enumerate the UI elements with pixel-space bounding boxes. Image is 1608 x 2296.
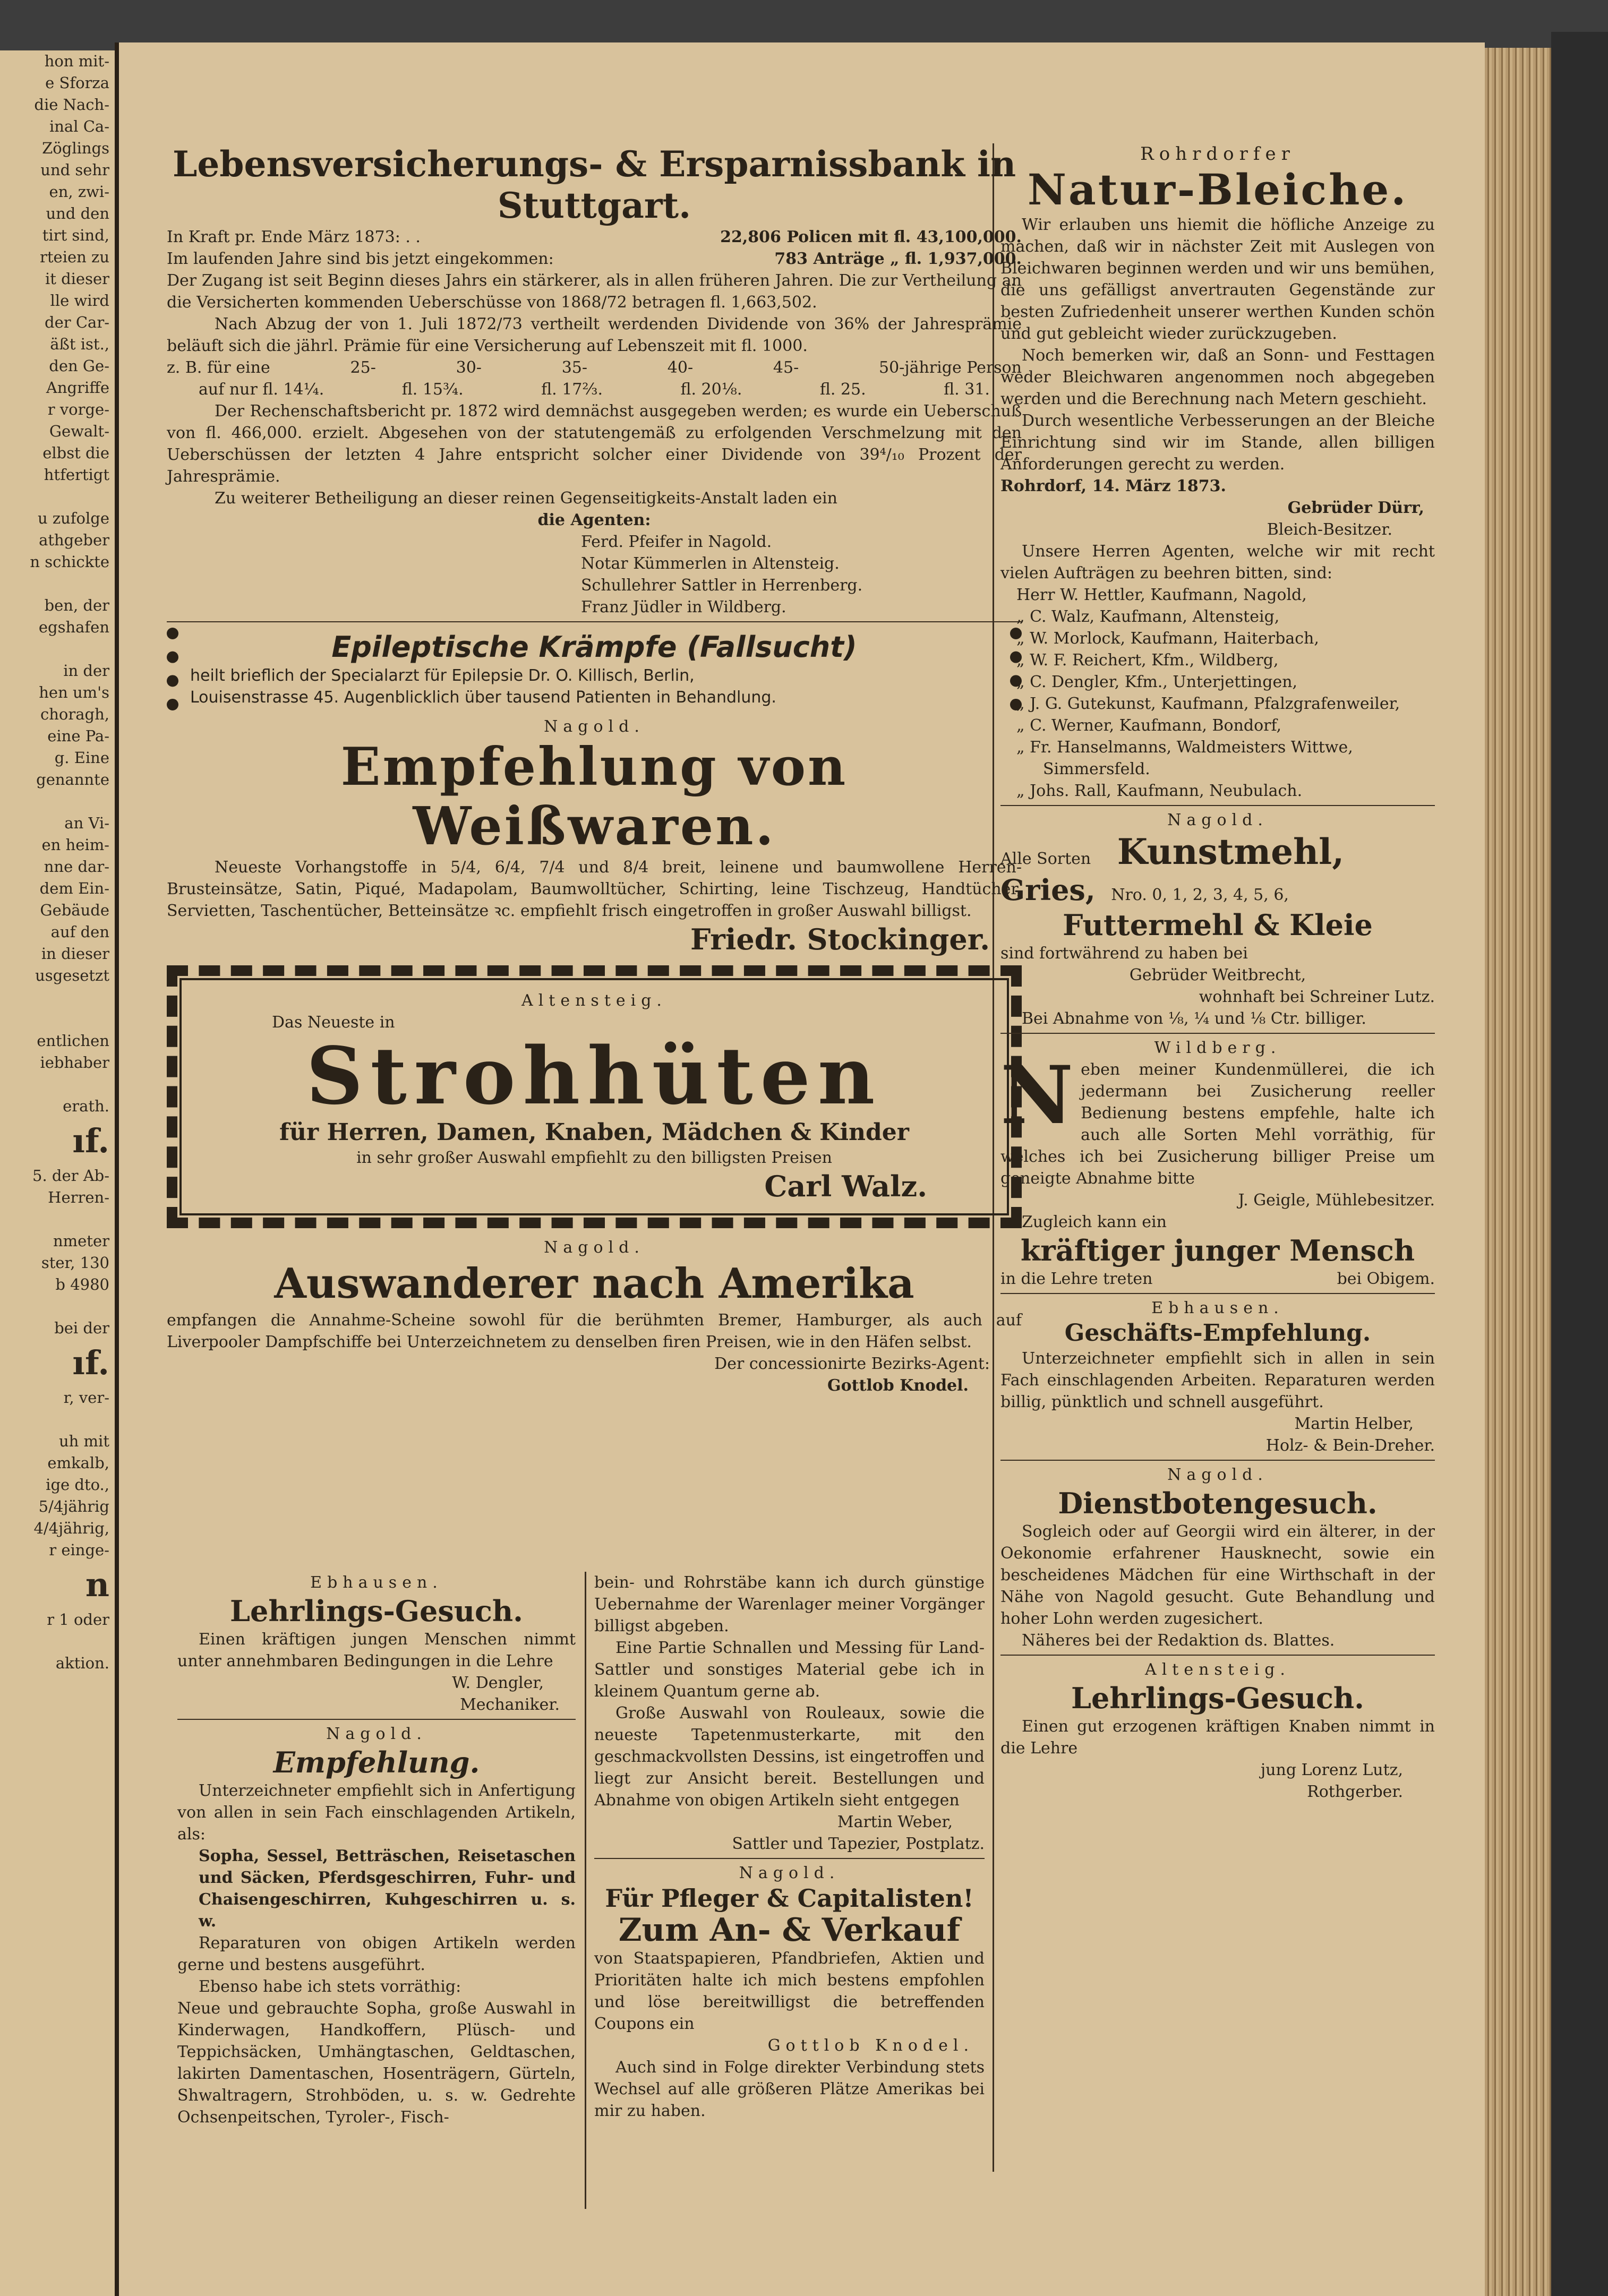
left-page-text-fragment: den Ge- bbox=[49, 357, 109, 375]
place-line: Ebhausen. bbox=[1151, 1299, 1284, 1317]
paragraph: Sopha, Sessel, Betträschen, Reisetaschen und Säcken, Pferdsgeschirren, Fuhr- und Chaisengeschirren, Kuhgeschirren u. s. w. bbox=[199, 1847, 576, 1931]
signature-title: Bleich-Besitzer. bbox=[1267, 520, 1392, 539]
ad-auswanderer bbox=[167, 1237, 1022, 1397]
paragraph-text: eben meiner Kundenmüllerei, die ich jedermann bei Zusicherung reeller Bedienung bestens empfehle, halte ich auch alle Sorten Mehl vorräthig, für welches ich bei Zusicherung billiger Preise um geneigte Abnahme bitte bbox=[1000, 1060, 1435, 1188]
signature-title: Mechaniker. bbox=[460, 1695, 560, 1714]
sub-column-right bbox=[594, 1572, 985, 2122]
ad-title: Natur-Bleiche. bbox=[1027, 165, 1408, 215]
left-page-text-fragment: dem Ein- bbox=[39, 879, 109, 897]
amount-cell: auf nur fl. 14¼. bbox=[199, 380, 324, 399]
agents-heading: die Agenten: bbox=[537, 511, 651, 529]
amount-cell: fl. 25. bbox=[819, 380, 866, 399]
paragraph: empfangen die Annahme-Scheine sowohl für die berühmten Bremer, Hamburger, als auch auf Liverpooler Dampfschiffe bei Unterzeichnetem zu denselben firen Preisen, wie in den Häfen selbst. bbox=[167, 1311, 1022, 1351]
text-line: Im laufenden Jahre sind bis jetzt eingekommen: bbox=[167, 250, 554, 268]
ad-title-2: Zum An- & Verkauf bbox=[618, 1912, 961, 1949]
left-page-text-fragment: Angriffe bbox=[46, 379, 109, 397]
left-page-text-fragment: b 4980 bbox=[55, 1275, 109, 1293]
left-page-text-fragment: und sehr bbox=[40, 161, 109, 179]
list-item: „ C. Dengler, Kfm., Unterjettingen, bbox=[1016, 673, 1298, 691]
left-page-text-fragment: ıf. bbox=[72, 1121, 109, 1160]
date-line: Rohrdorf, 14. März 1873. bbox=[1000, 477, 1226, 495]
left-page-text-fragment bbox=[0, 486, 115, 508]
left-page-text-fragment: rteien zu bbox=[40, 248, 109, 266]
paragraph: Nach Abzug der von 1. Juli 1872/73 vertheilt werdenden Dividende von 36% der Jahresprämie beläuft sich die jährl. Prämie für eine Versicherung auf Lebenszeit mit fl. 1000. bbox=[167, 315, 1022, 355]
left-page-text-fragment: die Nach- bbox=[34, 96, 109, 114]
ad-wildberg bbox=[1000, 1037, 1435, 1290]
left-page-text-fragment: athgeber bbox=[39, 531, 109, 549]
ad-title: Lebensversicherungs- & Ersparnissbank in Stuttgart. bbox=[172, 143, 1016, 226]
ad-subtitle: für Herren, Damen, Knaben, Mädchen & Kinder bbox=[279, 1119, 909, 1146]
left-page-fragment bbox=[0, 50, 118, 2296]
newspaper-page bbox=[119, 42, 1485, 2296]
agent-line: Der concessionirte Bezirks-Agent: bbox=[714, 1355, 990, 1373]
left-page-text-fragment: nmeter bbox=[53, 1232, 109, 1250]
paragraph: Reparaturen von obigen Artikeln werden gerne und bestens ausgeführt. bbox=[177, 1934, 576, 1974]
list-item: „ J. G. Gutekunst, Kaufmann, Pfalzgrafenweiler, bbox=[1016, 695, 1400, 713]
agent-line: Schullehrer Sattler in Herrenberg. bbox=[581, 576, 863, 595]
ad-dienstboten bbox=[1000, 1464, 1435, 1651]
left-page-text-fragment: 4/4jährig, bbox=[33, 1519, 109, 1537]
ad-title: kräftiger junger Mensch bbox=[1020, 1233, 1415, 1267]
text-line: bei Obigem. bbox=[1337, 1270, 1435, 1288]
text-line: Louisenstrasse 45. Augenblicklich über tausend Patienten in Behandlung. bbox=[190, 688, 776, 707]
main-column bbox=[167, 143, 1022, 1397]
signature: Martin Weber, bbox=[837, 1813, 953, 1831]
ad-weisswaren bbox=[167, 716, 1022, 957]
amount-row bbox=[167, 379, 1022, 400]
paragraph bbox=[1000, 1049, 1435, 1189]
left-page-text-fragment: entlichen bbox=[37, 1032, 109, 1050]
agent-list bbox=[1000, 584, 1435, 802]
signature-title: Sattler und Tapezier, Postplatz. bbox=[732, 1835, 985, 1853]
left-page-text-fragment: 5. der Ab- bbox=[32, 1167, 109, 1185]
signature-title: Holz- & Bein-Dreher. bbox=[1265, 1436, 1435, 1455]
text-line: Zugleich kann ein bbox=[1022, 1213, 1167, 1231]
signature: Gottlob Knodel. bbox=[827, 1376, 969, 1395]
left-page-text-fragment bbox=[0, 1631, 115, 1652]
text-line: in die Lehre treten bbox=[1000, 1270, 1153, 1288]
ad-title: Epileptische Krämpfe (Fallsucht) bbox=[331, 630, 857, 664]
ad-pfleger bbox=[594, 1862, 985, 2122]
left-page-text-fragment: n schickte bbox=[30, 553, 109, 571]
signature: jung Lorenz Lutz, bbox=[1260, 1761, 1403, 1779]
list-item: „ C. Walz, Kaufmann, Altensteig, bbox=[1016, 607, 1280, 626]
left-page-text-fragment: auf den bbox=[50, 923, 109, 941]
list-item: „ C. Werner, Kaufmann, Bondorf, bbox=[1016, 716, 1282, 735]
left-page-text-fragment bbox=[0, 1409, 115, 1430]
paragraph: Ebenso habe ich stets vorräthig: bbox=[199, 1977, 461, 1996]
paragraph: Näheres bei der Redaktion ds. Blattes. bbox=[1022, 1631, 1335, 1650]
left-page-text-fragment: Gebäude bbox=[40, 901, 109, 919]
paragraph: Neue und gebrauchte Sopha, große Auswahl in Kinderwagen, Handkoffern, Plüsch- und Teppichsäcken, Umhängtaschen, Geldtaschen, lakirten Damentaschen, Hosenträgern, Gürteln, Shwaltragern, Strohböden, u. s. w. Gedrehte Ochsenpeitschen, Tyroler-, Fisch- bbox=[177, 1999, 576, 2127]
agent-line: Notar Kümmerlen in Altensteig. bbox=[581, 554, 840, 573]
left-page-text-fragment: en heim- bbox=[41, 836, 109, 854]
left-page-text-fragment: r, ver- bbox=[63, 1389, 109, 1407]
age-cell: 45- bbox=[773, 358, 799, 377]
amount-cell: fl. 17⅔. bbox=[541, 380, 603, 399]
age-cell: 25- bbox=[350, 358, 376, 377]
left-page-text-fragment: äßt ist., bbox=[50, 335, 109, 353]
left-page-text-fragment: an Vi- bbox=[64, 814, 109, 832]
signature-title: wohnhaft bei Schreiner Lutz. bbox=[1199, 988, 1435, 1006]
ad-title-2: Futtermehl & Kleie bbox=[1063, 908, 1373, 942]
paragraph: Auch sind in Folge direkter Verbindung stets Wechsel auf alle größeren Plätze Amerikas bei mir zu haben. bbox=[594, 2058, 985, 2120]
left-page-text-fragment: e Sforza bbox=[45, 74, 109, 92]
text-line: sind fortwährend zu haben bei bbox=[1000, 944, 1248, 963]
left-page-text-fragment bbox=[0, 791, 115, 812]
place-line: Nagold. bbox=[1167, 811, 1268, 829]
column-rule-lower bbox=[585, 1572, 586, 2209]
left-page-text-fragment: inal Ca- bbox=[49, 117, 109, 135]
place-line: Rohrdorfer bbox=[1140, 143, 1295, 165]
left-page-text-fragment: emkalb, bbox=[47, 1454, 109, 1472]
left-page-text-fragment: erath. bbox=[63, 1097, 109, 1115]
signature: Friedr. Stockinger. bbox=[690, 922, 990, 956]
book-cover bbox=[1551, 32, 1608, 2296]
paragraph: Eine Partie Schnallen und Messing für Land-Sattler und sonstiges Material gebe ich in kleinem Quantum gerne ab. bbox=[594, 1639, 985, 1701]
list-item: Herr W. Hettler, Kaufmann, Nagold, bbox=[1016, 586, 1307, 604]
left-page-text-fragment: it dieser bbox=[45, 270, 109, 288]
paragraph: Noch bemerken wir, daß an Sonn- und Festtagen weder Bleichwaren angenommen noch abgegeben werden und die Berechnung nach Metern geschieht. bbox=[1000, 346, 1435, 408]
left-page-text-fragment: hon mit- bbox=[44, 52, 109, 70]
ad-title: Lehrlings-Gesuch. bbox=[230, 1594, 523, 1628]
place-line: Nagold. bbox=[544, 717, 645, 736]
left-page-text-fragment bbox=[0, 638, 115, 660]
ad-title: Empfehlung. bbox=[273, 1745, 480, 1779]
left-page-text-fragment: u zufolge bbox=[37, 509, 109, 527]
left-page-text-fragment: g. Eine bbox=[54, 749, 109, 767]
list-item: „ W. Morlock, Kaufmann, Haiterbach, bbox=[1016, 629, 1319, 648]
age-cell: 30- bbox=[456, 358, 482, 377]
place-line: Wildberg. bbox=[1154, 1039, 1281, 1057]
left-page-text-fragment: iebhaber bbox=[40, 1053, 109, 1072]
ad-title: Dienstbotengesuch. bbox=[1058, 1486, 1378, 1520]
left-page-text-fragment: htfertigt bbox=[44, 466, 109, 484]
paragraph: Der Rechenschaftsbericht pr. 1872 wird demnächst ausgegeben werden; es wurde ein Ueberschuß von fl. 466,000. erzielt. Abgesehen von der statutengemäß zu erfolgenden Verschmelzung mit den Ueberschüssen der letzten 4 Jahre entspricht solcher einer Dividende von 39⁴/₁₀ Prozent der Jahresprämie. bbox=[167, 402, 1022, 486]
paragraph: Unterzeichneter empfiehlt sich in allen in sein Fach einschlagenden Arbeiten. Reparaturen werden billig, pünktlich und schnell ausgeführt. bbox=[1000, 1349, 1435, 1411]
left-page-text-fragment: hen um's bbox=[39, 683, 109, 701]
signature: Martin Helber, bbox=[1294, 1415, 1414, 1433]
ad-title: Auswanderer nach Amerika bbox=[274, 1260, 914, 1308]
left-page-text-fragment: r vorge- bbox=[47, 400, 109, 418]
left-page-text-fragment bbox=[0, 1008, 115, 1030]
amount-cell: fl. 31. bbox=[944, 380, 990, 399]
left-page-text-fragment: Zöglings bbox=[42, 139, 109, 157]
signature: Gebrüder Dürr, bbox=[1287, 499, 1424, 517]
list-item: „ W. F. Reichert, Kfm., Wildberg, bbox=[1016, 651, 1279, 670]
list-item: „ Fr. Hanselmanns, Waldmeisters Wittwe, Simmersfeld. bbox=[1016, 738, 1353, 778]
age-cell: z. B. für eine bbox=[167, 358, 270, 377]
paragraph: Sogleich oder auf Georgii wird ein älterer, in der Oekonomie erfahrener Hausknecht, sowie ein bescheidenes Mädchen für eine Wirthschaft in der Nähe von Nagold gesucht. Gute Behandlung und hoher Lohn werden zugesichert. bbox=[1000, 1522, 1435, 1628]
paragraph: bein- und Rohrstäbe kann ich durch günstige Uebernahme der Warenlager meiner Vorgänger billigst abgeben. bbox=[594, 1573, 985, 1635]
left-page-text-fragment bbox=[0, 1209, 115, 1230]
left-page-text-fragment: eine Pa- bbox=[47, 727, 109, 745]
ad-title: Für Pfleger & Capitalisten! bbox=[605, 1884, 974, 1913]
left-page-text-fragment: Gewalt- bbox=[49, 422, 109, 440]
ad-lehrlings-ebhausen bbox=[177, 1572, 576, 1716]
left-page-text-fragment: elbst die bbox=[42, 444, 109, 462]
left-page-text-fragment: uh mit bbox=[58, 1432, 109, 1450]
paragraph: von Staatspapieren, Pfandbriefen, Aktien und Prioritäten halte ich mich bestens empfohlen und löse bereitwilligst die betreffenden Coupons ein bbox=[594, 1949, 985, 2033]
left-page-text-fragment: r 1 oder bbox=[47, 1610, 109, 1629]
paragraph: Zu weiterer Betheiligung an dieser reinen Gegenseitigkeits-Anstalt laden ein bbox=[215, 489, 837, 508]
left-page-text-fragment: und den bbox=[46, 204, 109, 222]
signature: Gebrüder Weitbrecht, bbox=[1129, 966, 1306, 984]
drop-cap: N bbox=[1000, 1049, 1074, 1142]
left-page-text-fragment bbox=[0, 573, 115, 595]
page-edges bbox=[1485, 48, 1551, 2296]
text-line: In Kraft pr. Ende März 1873: . . bbox=[167, 228, 421, 246]
left-page-text-fragment: ben, der bbox=[44, 596, 109, 614]
ad-naturbleiche bbox=[1000, 143, 1435, 802]
signature: W. Dengler, bbox=[452, 1674, 544, 1692]
left-page-text-fragment: bei der bbox=[54, 1319, 109, 1337]
place-line: Nagold. bbox=[326, 1725, 427, 1743]
paragraph: Wir erlauben uns hiemit die höfliche Anzeige zu machen, daß wir in nächster Zeit mit Auslegen von Bleichwaren beginnen werden und wir uns bemühen, die uns gefälligst anvertrauten Gegenstände zur besten Zufriedenheit unserer werthen Kunden schön und gut gebleicht wieder zurückzugeben. bbox=[1000, 216, 1435, 343]
intro-line: Das Neueste in bbox=[272, 1013, 395, 1032]
left-page-text-fragment: Herren- bbox=[48, 1188, 109, 1206]
left-page-text-fragment: ster, 130 bbox=[41, 1254, 109, 1272]
sub-column-left bbox=[177, 1572, 576, 2128]
left-page-text-fragment: en, zwi- bbox=[49, 183, 109, 201]
ad-title: Geschäfts-Empfehlung. bbox=[1064, 1320, 1371, 1347]
left-page-text-fragment: 5/4jährig bbox=[38, 1497, 109, 1515]
text-line: Nro. 0, 1, 2, 3, 4, 5, 6, bbox=[1111, 886, 1289, 904]
left-page-text-fragment: lle wird bbox=[50, 292, 109, 310]
text-line: in sehr großer Auswahl empfiehlt zu den billigsten Preisen bbox=[356, 1149, 832, 1167]
paragraph: Neueste Vorhangstoffe in 5/4, 6/4, 7/4 und 8/4 breit, leinene und baumwollene Herren-Brusteinsätze, Satin, Piqué, Madapolam, Baumwolltücher, Schirting, leine Tischzeug, Handtücher, Servietten, Taschentücher, Betteinsätze ꝛc. empfiehlt frisch eingetroffen in großer Auswahl billigst. bbox=[167, 858, 1022, 920]
signature: J. Geigle, Mühlebesitzer. bbox=[1238, 1191, 1435, 1210]
ad-epilepsie bbox=[167, 628, 1022, 710]
ad-weber-continued bbox=[594, 1572, 985, 1855]
age-cell: 35- bbox=[561, 358, 588, 377]
left-page-text-fragment bbox=[0, 1296, 115, 1317]
paragraph: Große Auswahl von Rouleaux, sowie die neueste Tapetenmusterkarte, mit den geschmackvollsten Dessins, ist eingetroffen und liegt zur Ansicht bereit. Bestellungen und Abnahme von obigen Artikeln sieht entgegen bbox=[594, 1704, 985, 1810]
left-page-text-fragment: ıf. bbox=[72, 1343, 109, 1382]
place-line: Nagold. bbox=[544, 1238, 645, 1257]
place-line: Nagold. bbox=[739, 1864, 840, 1882]
text-line: 22,806 Policen mit fl. 43,100,000. bbox=[720, 228, 1022, 246]
left-page-text-fragment: egshafen bbox=[38, 618, 109, 636]
age-cell: 40- bbox=[667, 358, 694, 377]
paragraph: Einen kräftigen jungen Menschen nimmt unter annehmbaren Bedingungen in die Lehre bbox=[177, 1630, 576, 1670]
place-line: Altensteig. bbox=[521, 991, 667, 1010]
left-page-text-fragment: ige dto., bbox=[46, 1476, 109, 1494]
left-page-text-fragment: n bbox=[85, 1565, 109, 1604]
ad-title-gries: Gries, bbox=[1000, 873, 1096, 907]
paragraph: Bei Abnahme von ⅛, ¼ und ⅛ Ctr. billiger. bbox=[1022, 1009, 1366, 1028]
book-gutter bbox=[115, 42, 119, 2296]
left-page-text-fragment: aktion. bbox=[55, 1654, 109, 1672]
left-page-text-fragment: nne dar- bbox=[44, 858, 109, 876]
text-line: 783 Anträge „ fl. 1,937,000. bbox=[774, 250, 1022, 268]
list-item: „ Johs. Rall, Kaufmann, Neubulach. bbox=[1016, 782, 1303, 800]
ad-lebensversicherung bbox=[167, 143, 1022, 618]
left-page-text-fragment bbox=[0, 987, 115, 1008]
paragraph: Der Zugang ist seit Beginn dieses Jahrs ein stärkerer, als in allen früheren Jahren. Die zur Vertheilung an die Versicherten kommenden Ueberschüsse von 1868/72 betragen fl. 1,663,502. bbox=[167, 271, 1022, 312]
left-page-text-fragment: der Car- bbox=[45, 313, 109, 331]
ad-empfehlung-weber bbox=[177, 1723, 576, 2128]
age-row bbox=[167, 357, 1022, 379]
left-page-text-fragment: in der bbox=[63, 662, 109, 680]
ad-title: Strohhüten bbox=[306, 1030, 883, 1122]
place-line: Nagold. bbox=[1167, 1466, 1268, 1484]
ad-title: Kunstmehl, bbox=[1117, 831, 1345, 872]
amount-cell: fl. 20⅛. bbox=[680, 380, 742, 399]
agent-line: Ferd. Pfeifer in Nagold. bbox=[581, 533, 772, 551]
ad-title: Lehrlings-Gesuch. bbox=[1071, 1681, 1364, 1715]
age-cell: 50-jährige Person bbox=[878, 358, 1022, 377]
place-line: Ebhausen. bbox=[310, 1573, 443, 1592]
left-page-text-fragment: tirt sind, bbox=[42, 226, 109, 244]
right-column bbox=[1000, 143, 1435, 1803]
left-page-text-fragment bbox=[0, 1074, 115, 1095]
place-line: Altensteig. bbox=[1145, 1660, 1290, 1679]
signature: Carl Walz. bbox=[764, 1169, 927, 1203]
text-line: Alle Sorten bbox=[1000, 850, 1091, 868]
ad-strohhueten bbox=[167, 965, 1022, 1228]
ad-lehrlings-altensteig bbox=[1000, 1659, 1435, 1803]
paragraph: Unsere Herren Agenten, welche wir mit recht vielen Aufträgen zu beehren bitten, sind: bbox=[1000, 542, 1435, 582]
signature: Gottlob Knodel. bbox=[767, 2036, 974, 2055]
left-page-text-fragment: usgesetzt bbox=[35, 966, 109, 984]
paragraph: Durch wesentliche Verbesserungen an der Bleiche Einrichtung sind wir im Stande, allen billigen Anforderungen gerecht zu werden. bbox=[1000, 412, 1435, 474]
ad-geschaeft bbox=[1000, 1297, 1435, 1457]
agent-line: Franz Jüdler in Wildberg. bbox=[581, 598, 786, 616]
text-line: heilt brieflich der Specialarzt für Epilepsie Dr. O. Killisch, Berlin, bbox=[190, 666, 695, 685]
ad-kunstmehl bbox=[1000, 809, 1435, 1030]
paragraph: Unterzeichneter empfiehlt sich in Anfertigung von allen in sein Fach einschlagenden Artikeln, als: bbox=[177, 1781, 576, 1844]
left-page-text-fragment: in dieser bbox=[41, 945, 109, 963]
ad-title: Empfehlung von Weißwaren. bbox=[340, 736, 848, 857]
paragraph: Einen gut erzogenen kräftigen Knaben nimmt in die Lehre bbox=[1000, 1717, 1435, 1758]
left-page-text-fragment: choragh, bbox=[40, 705, 109, 723]
signature-title: Rothgerber. bbox=[1307, 1783, 1403, 1801]
left-page-text-fragment: r einge- bbox=[49, 1541, 109, 1559]
amount-cell: fl. 15¾. bbox=[401, 380, 464, 399]
left-page-text-fragment: genannte bbox=[36, 770, 109, 789]
